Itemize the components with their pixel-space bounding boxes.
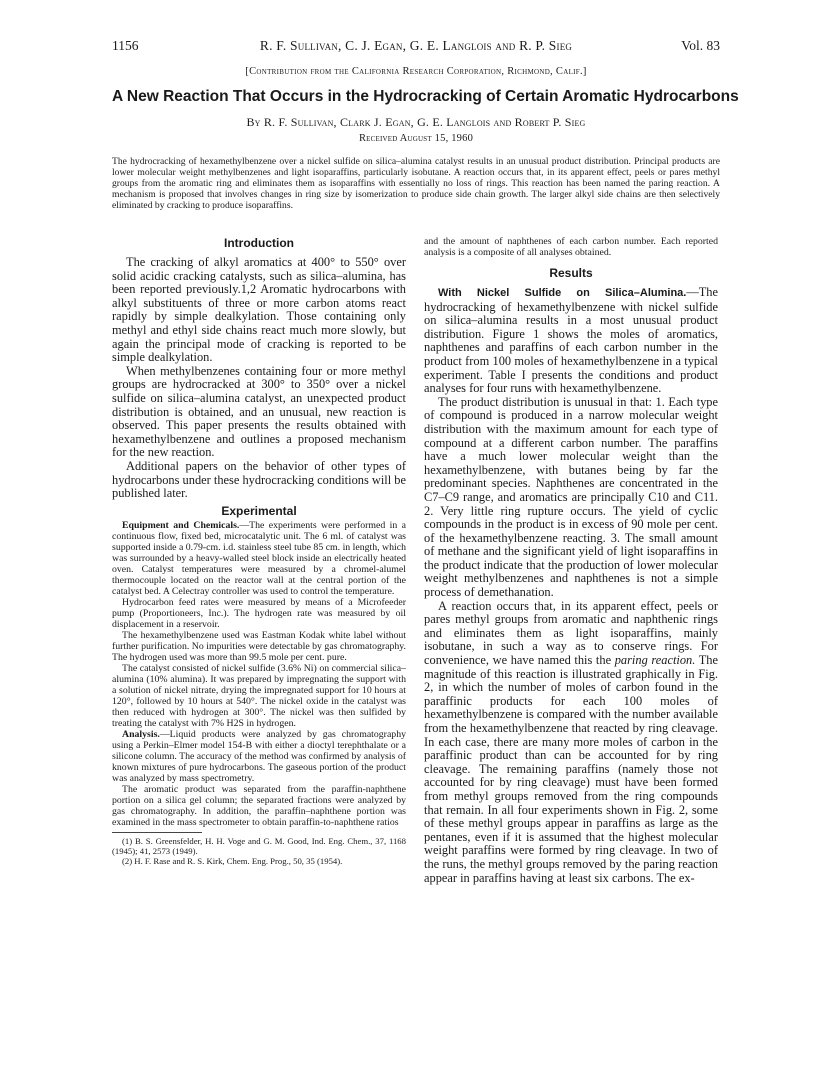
page-number: 1156 [112, 38, 139, 53]
footnote: (2) H. F. Rase and R. S. Kirk, Chem. Eng. Prog., 50, 35 (1954). [122, 856, 343, 867]
analysis-label: Analysis. [122, 728, 160, 740]
volume-number: Vol. 83 [681, 38, 720, 53]
results-subheading: With Nickel Sulfide on Silica–Alumina. [438, 287, 687, 299]
results-text: —The hydrocracking of hexamethylbenzene with nickel sulfide on silica–alumina results in a most unusual product distribution. Figure 1 shows the moles of aromatics, naphthenes and paraffins of each carbon number in the product from 100 moles of hexamethylbenzene in a typical experiment. Table I presents the conditions and product analyses for four runs with hexamethylbenzene. [424, 285, 718, 396]
experimental-paragraph: Hydrocarbon feed rates were measured by means of a Microfeeder pump (Proportioneers, Inc.). The hydrogen rate was measured by oil displacement in a reservoir. [112, 596, 406, 630]
results-paragraph [424, 600, 718, 885]
paring-reaction-term: paring reaction. [614, 653, 696, 668]
intro-paragraph: Additional papers on the behavior of other types of hydrocarbons under these hydrocracking conditions will be published later. [112, 458, 406, 501]
experimental-paragraph: The catalyst consisted of nickel sulfide (3.6% Ni) on commercial silica–alumina (10% alumina). It was prepared by impregnating the support with a solution of nickel nitrate, drying the impregnated support for 10 hours at 120°, followed by 10 hours at 540°. The nickel oxide in the catalyst was then reduced with hydrogen at 300°. The nickel was then sulfided by treating the catalyst with 7% H2S in hydrogen. [112, 662, 406, 729]
introduction-heading: Introduction [224, 236, 294, 250]
results-text: A reaction occurs that, in its apparent effect, peels or pares methyl groups from aromatic and naphthenic rings and eliminates them as light isoparaffins, mainly isobutane, in such a way as to conserve rings. For convenience, we have named this the [424, 598, 718, 668]
experimental-paragraph: The hexamethylbenzene used was Eastman Kodak white label without further purification. No impurities were detectable by gas chromatography. The hydrogen used was more than 99.5 mole per cent. pure. [112, 629, 406, 663]
received-date: Received August 15, 1960 [358, 133, 474, 144]
contribution-line: [Contribution from the California Research Corporation, Richmond, Calif.] [245, 66, 587, 77]
intro-paragraph: When methylbenzenes containing four or more methyl groups are hydrocracked at 300° to 350° over a nickel sulfide on silica–alumina catalyst, an unexpected product distribution is obtained, and an unusual, new reaction is observed. This paper presents the results obtained with hexamethylbenzene and outlines a proposed mechanism for the new reaction. [112, 363, 406, 460]
footnote-divider [112, 832, 202, 833]
equipment-text: —The experiments were performed in a continuous flow, fixed bed, microcatalytic unit. The 6 ml. of catalyst was supported inside a 0.79-cm. i.d. stainless steel tube 85 cm. in length, which was surrounded by a heavy-walled steel block inside an electrically heated oven. Catalyst temperatures were measured by a chromel-alumel thermocouple located on the reactor wall at the central portion of the catalyst bed. A Celectray controller was used to control the temperature. [112, 519, 406, 597]
results-paragraph: The product distribution is unusual in that: 1. Each type of compound is produced in a narrow molecular weight distribution with the maximum amount for each type of compound at a different carbon number. The paraffins have a much lower molecular weight than the hexamethylbenzene, with butanes being by far the predominant species. Naphthenes are concentrated in the C7–C9 range, and aromatics are principally C10 and C11. 2. Very little ring rupture occurs. The yield of cyclic compounds in the product is in excess of 90 mole per cent. of the hexamethylbenzene reacting. 3. The small amount of methane and the significant yield of light isoparaffins in the product indicate that the production of lower molecular weight methylbenzenes and naphthenes is not a simple process of demethanation. [424, 394, 718, 600]
experimental-heading: Experimental [221, 503, 297, 518]
results-body [424, 286, 718, 885]
continued-paragraph: and the amount of naphthenes of each carbon number. Each reported analysis is a composite of all analyses obtained. [424, 236, 718, 258]
footnotes [112, 836, 406, 867]
running-head-authors: R. F. Sullivan, C. J. Egan, G. E. Langlois and R. P. Sieg [259, 38, 573, 53]
experimental-paragraph: The aromatic product was separated from the paraffin-naphthene portion on a silica gel column; the separated fractions were analyzed by gas chromatography. In addition, the paraffin–naphthene portion was examined in the mass spectrometer to obtain paraffin-to-naphthene ratios [112, 783, 406, 828]
results-text: The magnitude of this reaction is illustrated graphically in Fig. 2, in which the number of moles of carbon found in the paraffinic products for each 100 moles of hexamethylbenzene is compared with the number available from the hexamethylbenzene that reacted by ring cleavage. In each case, there are many more moles of carbon in the paraffinic product than can be accounted for by ring cleavage. The remaining paraffins (namely those not accounted for by ring cleavage) must have been formed from methyl groups removed from the ring compounds that remain. In all four experiments shown in Fig. 2, some of these methyl groups appear in paraffins as large as the pentanes, even if it is assumed that the highest molecular weight paraffins were formed by ring cleavage. In two of the runs, the methyl groups removed by the paring reaction appear in paraffins having at least six carbons. The ex- [424, 653, 718, 885]
results-paragraph [424, 286, 718, 396]
right-column [424, 236, 718, 885]
article-title: A New Reaction That Occurs in the Hydrocracking of Certain Aromatic Hydrocarbons [112, 88, 739, 105]
experimental-body [112, 520, 406, 828]
abstract: The hydrocracking of hexamethylbenzene over a nickel sulfide on silica–alumina catalyst results in an unusual product distribution. Principal products are lower molecular weight methylbenzenes and light isoparaffins, particularly isobutane. A reaction occurs that, in its apparent effect, peels or pares methyl groups from the aromatic ring and eliminates them as isoparaffins with essentially no loss of rings. This reaction has been named the paring reaction. A mechanism is proposed that involves changes in ring size by isomerization to produce side chain growth. The larger alkyl side chains are then selectively eliminated by cracking to produce isoparaffins. [112, 156, 720, 212]
equipment-label: Equipment and Chemicals. [122, 519, 240, 531]
footnote: (1) B. S. Greensfelder, H. H. Voge and G. M. Good, Ind. Eng. Chem., 37, 1168 (1945); 41, 2573 (1949). [112, 835, 406, 856]
experimental-paragraph [112, 729, 406, 784]
continued-text [424, 236, 718, 258]
results-heading: Results [549, 266, 593, 280]
intro-paragraph: The cracking of alkyl aromatics at 400° to 550° over solid acidic cracking catalysts, such as silica–alumina, has been reported previously.1,2 Aromatic hydrocarbons with alkyl substituents of three or more carbon atoms react rapidly by simple dealkylation. Those containing only methyl and ethyl side chains react much more slowly, but again the principal mode of cracking is reported to be simple dealkylation. [112, 255, 406, 365]
analysis-text: —Liquid products were analyzed by gas chromatography using a Perkin–Elmer model 154-B with either a dioctyl terephthalate or a silicone column. The accuracy of the method was confirmed by analysis of known mixtures of pure hydrocarbons. The gaseous portion of the product was analyzed by mass spectrometry. [112, 728, 406, 784]
running-head [112, 38, 720, 58]
left-column [112, 236, 406, 866]
byline: By R. F. Sullivan, Clark J. Egan, G. E. Langlois and Robert P. Sieg [246, 115, 586, 129]
experimental-paragraph [112, 520, 406, 597]
introduction-body [112, 256, 406, 501]
